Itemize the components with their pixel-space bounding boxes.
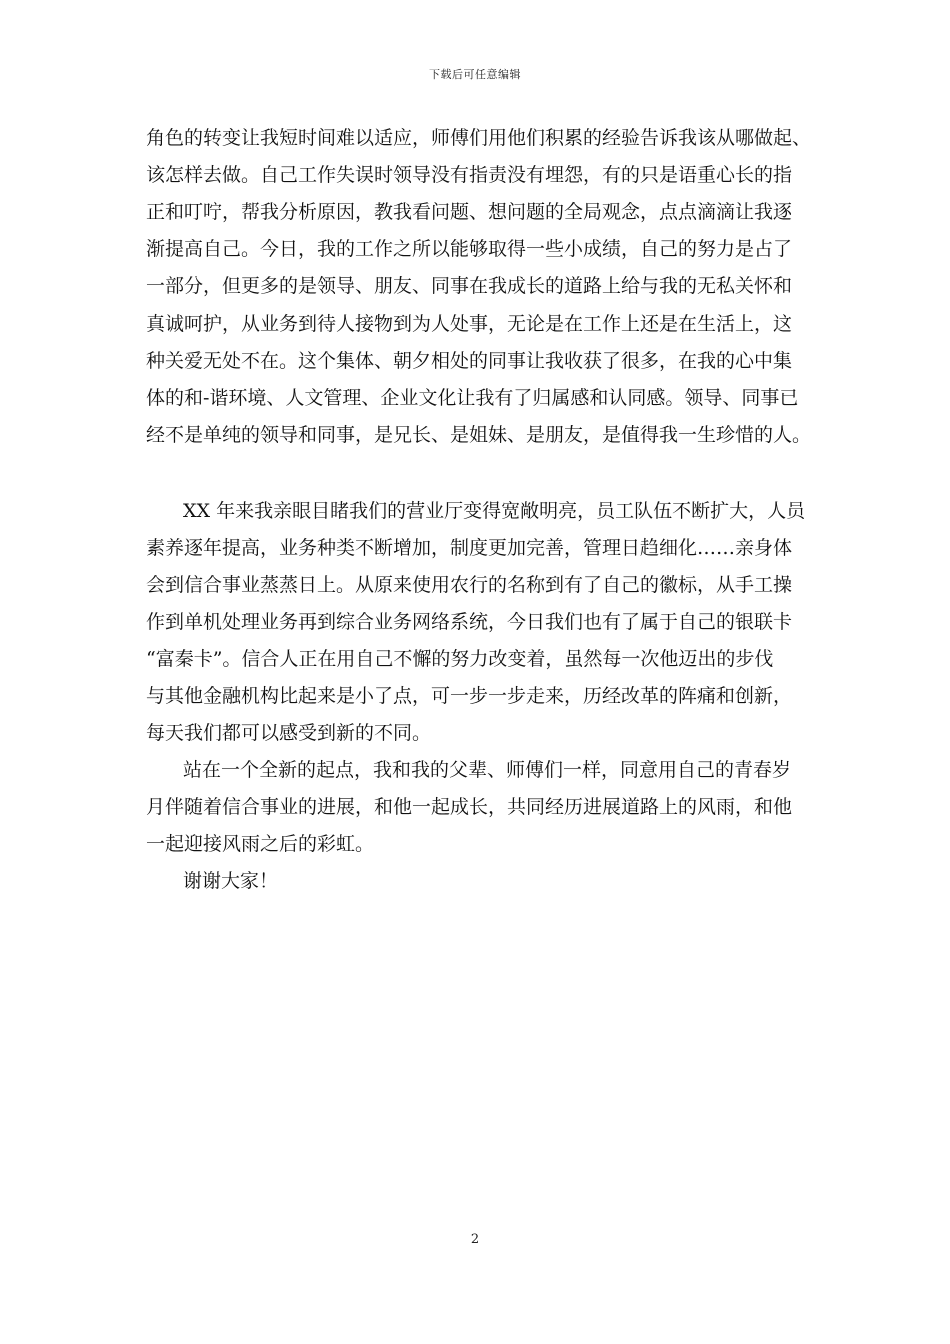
body-line: 体的和-谐环境、人文管理、企业文化让我有了归属感和认同感。领导、同事已 xyxy=(146,387,799,409)
body-line: “富秦卡”。信合人正在用自己不懈的努力改变着，虽然每一次他迈出的步伐 xyxy=(146,648,774,670)
body-line: 素养逐年提高，业务种类不断增加，制度更加完善，管理日趋细化……亲身体 xyxy=(146,537,793,559)
body-line: 角色的转变让我短时间难以适应，师傅们用他们积累的经验告诉我该从哪做起、 xyxy=(146,127,812,149)
closing-line: 谢谢大家！ xyxy=(183,870,279,892)
body-line: 每天我们都可以感受到新的不同。 xyxy=(146,722,432,744)
body-line: 该怎样去做。自己工作失误时领导没有指责没有埋怨，有的只是语重心长的指 xyxy=(146,164,793,186)
body-line: 与其他金融机构比起来是小了点，可一步一步走来，历经改革的阵痛和创新， xyxy=(146,685,793,707)
body-line: 正和叮咛，帮我分析原因，教我看问题、想问题的全局观念，点点滴滴让我逐 xyxy=(146,201,793,223)
body-line: 会到信合事业蒸蒸日上。从原来使用农行的名称到有了自己的徽标，从手工操 xyxy=(146,574,793,596)
body-line: 经不是单纯的领导和同事，是兄长、是姐妹、是朋友，是值得我一生珍惜的人。 xyxy=(146,424,812,446)
body-line: 月伴随着信合事业的进展，和他一起成长，共同经历进展道路上的风雨，和他 xyxy=(146,796,793,818)
body-line: 一部分，但更多的是领导、朋友、同事在我成长的道路上给与我的无私关怀和 xyxy=(146,275,793,297)
body-line: 种关爱无处不在。这个集体、朝夕相处的同事让我收获了很多，在我的心中集 xyxy=(146,350,793,372)
body-line: 站在一个全新的起点，我和我的父辈、师傅们一样，同意用自己的青春岁 xyxy=(183,759,792,781)
page-header: 下载后可任意编辑 xyxy=(429,68,521,81)
page-number: 2 xyxy=(470,1232,480,1247)
body-line: 作到单机处理业务再到综合业务网络系统，今日我们也有了属于自己的银联卡 xyxy=(146,611,793,633)
body-line: 真诚呵护，从业务到待人接物到为人处事，无论是在工作上还是在生活上，这 xyxy=(146,313,793,335)
body-line: 一起迎接风雨之后的彩虹。 xyxy=(146,833,375,855)
body-line: 渐提高自己。今日，我的工作之所以能够取得一些小成绩，自己的努力是占了 xyxy=(146,238,793,260)
body-line: XX 年来我亲眼目睹我们的营业厅变得宽敞明亮，员工队伍不断扩大，人员 xyxy=(183,500,806,522)
